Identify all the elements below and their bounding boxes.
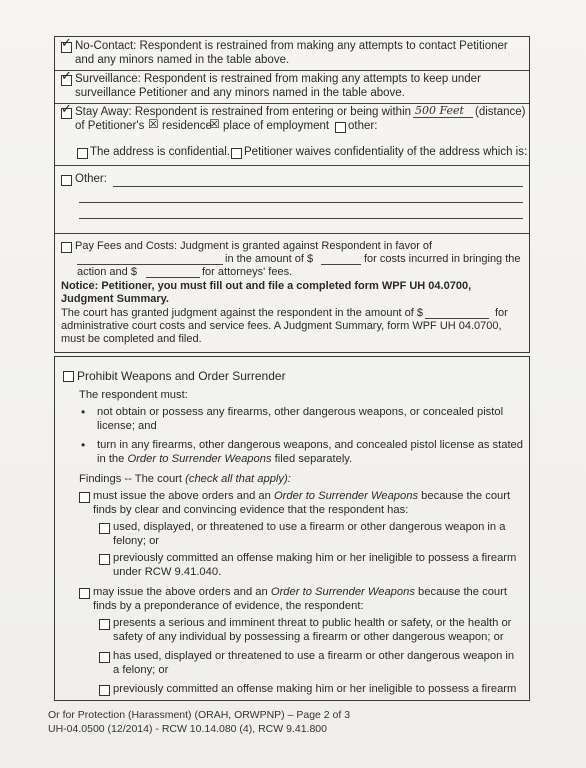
bullet-2-order-title: Order to Surrender Weapons bbox=[127, 453, 272, 465]
costs-amount-blank[interactable] bbox=[321, 264, 361, 265]
pay-fees-row bbox=[55, 233, 529, 351]
must-issue-line2: finds by clear and convincing evidence that the respondent has: bbox=[93, 504, 409, 516]
must-issue-checkbox[interactable] bbox=[79, 492, 90, 503]
payee-blank[interactable] bbox=[77, 264, 223, 265]
findings-instruction: (check all that apply): bbox=[185, 473, 291, 485]
court-line1: The court has granted judgment against the respondent in the amount of $ bbox=[61, 307, 424, 319]
no-contact-row bbox=[55, 37, 529, 71]
notice-line1: Notice: Petitioner, you must fill out and file a completed form WPF UH 04.0700, bbox=[61, 280, 472, 292]
has-used-line1: has used, displayed or threatened to use a firearm or other dangerous weapon in bbox=[113, 650, 515, 662]
has-used-line2: a felony; or bbox=[113, 664, 169, 676]
court-line2: administrative court costs and service fees. A Judgment Summary, form WPF UH 04.0700, bbox=[61, 320, 502, 332]
may-issue-prefix: may issue the above orders and an bbox=[93, 586, 268, 598]
bullet-1-line2: license; and bbox=[97, 420, 157, 432]
other-location-label: other: bbox=[348, 120, 378, 132]
may-issue-checkbox[interactable] bbox=[79, 588, 90, 599]
previously-b-line1: previously committed an offense making him or her ineligible to possess a firearm bbox=[113, 683, 517, 695]
stay-away-line1: Stay Away: Respondent is restrained from entering or being within bbox=[75, 106, 412, 118]
court-line1b: for bbox=[495, 307, 508, 319]
restraint-options-box bbox=[54, 36, 530, 353]
residence-label: residence bbox=[162, 120, 212, 132]
no-contact-line1: No-Contact: Respondent is restrained from making any attempts to contact Petitioner bbox=[75, 40, 508, 52]
stay-away-row bbox=[55, 103, 529, 166]
attorney-fees-blank[interactable] bbox=[146, 277, 200, 278]
may-issue-suffix: because the court bbox=[418, 586, 507, 598]
other-line-2[interactable] bbox=[79, 202, 523, 203]
bullet-2: • bbox=[81, 438, 86, 452]
has-used-checkbox[interactable] bbox=[99, 652, 110, 663]
bullet-1-line1: not obtain or possess any firearms, other dangerous weapons, or concealed pistol bbox=[97, 406, 504, 418]
other-line-1[interactable] bbox=[113, 186, 523, 187]
presents-checkbox[interactable] bbox=[99, 619, 110, 630]
must-issue-line1 bbox=[93, 490, 510, 502]
may-issue-line2: finds by a preponderance of evidence, the respondent: bbox=[93, 600, 364, 612]
bullet-2-prefix: in the bbox=[97, 453, 125, 465]
surveillance-line2: surveillance Petitioner and any minors named in the table above. bbox=[75, 87, 405, 99]
other-line-3[interactable] bbox=[79, 218, 523, 219]
other-label: Other: bbox=[75, 173, 107, 185]
must-issue-prefix: must issue the above orders and an bbox=[93, 490, 271, 502]
findings-line bbox=[79, 473, 291, 485]
footer-title: Or for Protection (Harassment) (ORAH, ORWPNP) – Page 2 of 3 bbox=[48, 709, 351, 721]
surveillance-line1: Surveillance: Respondent is restrained from making any attempts to keep under bbox=[75, 73, 481, 85]
presents-line2: safety of any individual by possessing a firearm or other dangerous weapon; or bbox=[113, 631, 504, 643]
previously-checkbox[interactable] bbox=[99, 554, 110, 565]
distance-label: (distance) bbox=[475, 106, 526, 118]
previously-line1: previously committed an offense making him or her ineligible to possess a firearm bbox=[113, 552, 517, 564]
weapons-box bbox=[54, 356, 530, 701]
used-line2: felony; or bbox=[113, 535, 160, 547]
pay-fees-line3: action and $ bbox=[77, 266, 137, 278]
may-issue-order-title: Order to Surrender Weapons bbox=[270, 586, 415, 598]
notice-line2: Judgment Summary. bbox=[61, 293, 169, 305]
distance-underline bbox=[413, 117, 473, 118]
no-contact-checkbox[interactable] bbox=[61, 42, 72, 53]
pay-fees-line2: in the amount of $ bbox=[225, 253, 314, 265]
must-issue-suffix: because the court bbox=[421, 490, 511, 502]
must-issue-order-title: Order to Surrender Weapons bbox=[273, 490, 419, 502]
residence-x-mark[interactable]: ☒ bbox=[148, 117, 159, 131]
may-issue-line1 bbox=[93, 586, 507, 598]
court-line3: must be completed and filed. bbox=[61, 333, 202, 345]
no-contact-line2: and any minors named in the table above. bbox=[75, 54, 290, 66]
other-checkbox[interactable] bbox=[61, 175, 72, 186]
confidential-checkbox[interactable] bbox=[77, 148, 88, 159]
other-row bbox=[55, 165, 529, 234]
surveillance-checkbox[interactable] bbox=[61, 75, 72, 86]
pay-fees-line3b: for attorneys' fees. bbox=[202, 266, 293, 278]
footer-form-number: UH-04.0500 (12/2014) - RCW 10.14.080 (4), RCW 9.41.800 bbox=[48, 723, 327, 735]
confidential-label: The address is confidential. bbox=[90, 146, 230, 158]
bullet-2-line2 bbox=[97, 453, 352, 465]
previously-line2: under RCW 9.41.040. bbox=[113, 566, 222, 578]
weapons-checkbox[interactable] bbox=[63, 371, 74, 382]
other-location-checkbox[interactable] bbox=[335, 122, 346, 133]
stay-away-checkbox[interactable] bbox=[61, 108, 72, 119]
bullet-1: • bbox=[81, 405, 86, 419]
findings-label: Findings -- The court bbox=[79, 473, 183, 485]
used-checkbox[interactable] bbox=[99, 523, 110, 534]
court-amount-blank[interactable] bbox=[425, 318, 489, 319]
pay-fees-line1: Pay Fees and Costs: Judgment is granted against Respondent in favor of bbox=[75, 240, 433, 252]
stay-away-line2-prefix: of Petitioner's bbox=[75, 120, 145, 132]
pay-fees-checkbox[interactable] bbox=[61, 242, 72, 253]
employment-label: place of employment bbox=[223, 120, 330, 132]
distance-handwritten: 500 Feet bbox=[415, 104, 464, 117]
presents-line1: presents a serious and imminent threat to public health or safety, or the health or bbox=[113, 617, 512, 629]
previously-b-checkbox[interactable] bbox=[99, 685, 110, 696]
employment-x-mark[interactable]: ☒ bbox=[209, 117, 220, 131]
used-line1: used, displayed, or threatened to use a firearm or other dangerous weapon in a bbox=[113, 521, 506, 533]
waive-confidentiality-checkbox[interactable] bbox=[231, 148, 242, 159]
bullet-2-line1: turn in any firearms, other dangerous weapons, and concealed pistol license as stated bbox=[97, 439, 523, 451]
bullet-2-suffix: filed separately. bbox=[274, 453, 353, 465]
respondent-must: The respondent must: bbox=[79, 389, 188, 401]
pay-fees-line2b: for costs incurred in bringing the bbox=[364, 253, 521, 265]
weapons-title: Prohibit Weapons and Order Surrender bbox=[77, 369, 286, 383]
waive-confidentiality-label: Petitioner waives confidentiality of the address which is: bbox=[244, 146, 528, 158]
surveillance-row bbox=[55, 70, 529, 104]
